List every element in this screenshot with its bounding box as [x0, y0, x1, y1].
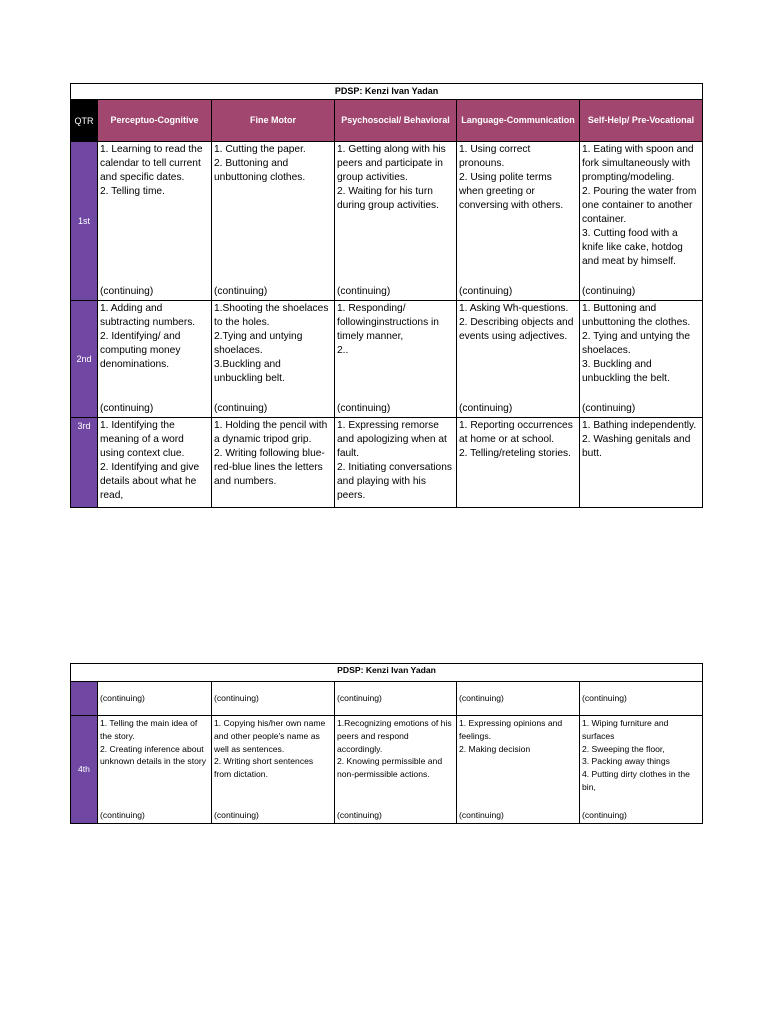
continuing-label: (continuing) — [337, 286, 391, 297]
header-fine-motor: Fine Motor — [212, 100, 335, 142]
table-cell — [98, 418, 212, 508]
cell-item: 2. Telling/reteling stories. — [459, 448, 571, 459]
cell-item: 1. Expressing remorse and apologizing when at fault. — [337, 420, 447, 459]
table-cell — [580, 142, 703, 301]
cell-item: 1. Holding the pencil with a dynamic tripod grip. — [214, 420, 328, 445]
continuing-label: (continuing) — [100, 403, 154, 414]
continuing-label: (continuing) — [459, 810, 504, 821]
cell-item: 2. Making decision — [459, 743, 531, 754]
table-cell — [212, 142, 335, 301]
header-perceptuo-cognitive: Perceptuo-Cognitive — [98, 100, 212, 142]
table-cell — [98, 142, 212, 301]
table-cell — [580, 418, 703, 508]
cell-item: 1. Asking Wh-questions. — [459, 303, 569, 314]
continuing-label: (continuing) — [459, 286, 513, 297]
cell-item: 2.Tying and untying shoelaces. — [214, 331, 303, 356]
continuing-label: (continuing) — [457, 682, 580, 716]
cell-item: 2. Writing short sentences from dictation. — [214, 756, 314, 780]
continuing-label: (continuing) — [100, 810, 145, 821]
table-cell — [335, 418, 457, 508]
qtr-cell: 1st — [71, 142, 98, 301]
table-cell — [212, 418, 335, 508]
cell-item: 1. Wiping furniture and surfaces — [582, 718, 669, 741]
cell-item: 1. Getting along with his peers and participate in group activities. — [337, 144, 446, 183]
continuing-label: (continuing) — [582, 286, 636, 297]
qtr-cell: 4th — [71, 716, 98, 824]
table-cell — [457, 301, 580, 418]
table-cell — [335, 301, 457, 418]
table-title: PDSP: Kenzi Ivan Yadan — [71, 664, 703, 682]
cell-item: 1. Using correct pronouns. — [459, 144, 531, 169]
cell-item: 1.Shooting the shoelaces to the holes. — [214, 303, 329, 328]
continuing-label: (continuing) — [100, 286, 154, 297]
continuing-label: (continuing) — [212, 682, 335, 716]
continuing-label: (continuing) — [214, 286, 268, 297]
table-cell — [98, 716, 212, 824]
qtr-cell: 2nd — [71, 301, 98, 418]
continuing-label: (continuing) — [582, 810, 627, 821]
cell-item: 3. Packing away things — [582, 756, 670, 767]
continuing-label: (continuing) — [582, 403, 636, 414]
header-psychosocial: Psychosocial/ Behavioral — [335, 100, 457, 142]
cell-item: 2. Describing objects and events using adjectives. — [459, 317, 574, 342]
header-self-help: Self-Help/ Pre-Vocational — [580, 100, 703, 142]
cell-item: 1. Reporting occurrences at home or at school. — [459, 420, 573, 445]
cell-item: 1. Telling the main idea of the story. — [100, 718, 198, 741]
continuing-label: (continuing) — [98, 682, 212, 716]
table-cell — [335, 716, 457, 824]
table-cell — [457, 716, 580, 824]
pdsp-table-page-1 — [70, 83, 703, 508]
cell-item: 2. Waiting for his turn during group activities. — [337, 186, 439, 211]
table-cell — [212, 716, 335, 824]
cell-item: 1. Learning to read the calendar to tell current and specific dates. — [100, 144, 203, 183]
continuing-label: (continuing) — [459, 403, 513, 414]
cell-item: 3.Buckling and unbuckling belt. — [214, 359, 285, 384]
cell-item: 2. Knowing permissible and non-permissible actions. — [337, 756, 443, 780]
table-title: PDSP: Kenzi Ivan Yadan — [71, 84, 703, 100]
cell-item: 1. Responding/ followinginstructions in timely manner, — [337, 303, 439, 342]
cell-item: 2. Identifying and give details about what he read, — [100, 462, 200, 501]
cell-item: 1. Expressing opinions and feelings. — [459, 718, 563, 741]
cell-item: 4. Putting dirty clothes in the bin, — [582, 769, 690, 792]
table-cell — [457, 142, 580, 301]
continuing-label: (continuing) — [214, 403, 268, 414]
cell-item: 2. Identifying/ and computing money denominations. — [100, 331, 181, 370]
cell-item: 2. Telling time. — [100, 186, 165, 197]
cell-item: 2. Buttoning and unbuttoning clothes. — [214, 158, 306, 183]
header-language: Language-Communication — [457, 100, 580, 142]
cell-item: 1. Bathing independently. — [582, 420, 697, 431]
pdsp-table-page-2 — [70, 663, 703, 824]
cell-item: 3. Buckling and unbuckling the belt. — [582, 359, 670, 384]
cell-item: 2.. — [337, 345, 349, 356]
cell-item: 1. Eating with spoon and fork simultaneously with prompting/modeling. — [582, 144, 694, 183]
continuing-label: (continuing) — [580, 682, 703, 716]
cell-item: 2. Washing genitals and butt. — [582, 434, 691, 459]
table-cell — [98, 301, 212, 418]
cell-item: 2. Initiating conversations and playing with his peers. — [337, 462, 452, 501]
table-row — [71, 142, 703, 301]
table-row — [71, 301, 703, 418]
cell-item: 2. Writing following blue-red-blue lines the letters and numbers. — [214, 448, 325, 487]
cell-item: 2. Tying and untying the shoelaces. — [582, 331, 690, 356]
table-cell — [580, 301, 703, 418]
qtr-cell: 3rd — [71, 418, 98, 508]
cell-item: 3. Cutting food with a knife like cake, hotdog and meat by himself. — [582, 228, 683, 267]
cell-item: 1. Cutting the paper. — [214, 144, 306, 155]
qtr-cell-empty — [71, 682, 98, 716]
continuing-label: (continuing) — [337, 810, 382, 821]
continuing-label: (continuing) — [335, 682, 457, 716]
continuing-label: (continuing) — [337, 403, 391, 414]
cell-item: 1. Identifying the meaning of a word using context clue. — [100, 420, 185, 459]
cell-item: 2. Creating inference about unknown details in the story — [100, 743, 207, 767]
table-row — [71, 418, 703, 508]
table-cell — [580, 716, 703, 824]
qtr-header: QTR — [71, 100, 98, 142]
cell-item: 1. Copying his/her own name and other people's name as well as sentences. — [214, 718, 326, 754]
cell-item: 2. Sweeping the floor, — [582, 743, 665, 754]
cell-item: 1.Recognizing emotions of his peers and respond accordingly. — [337, 718, 452, 754]
table-cell — [212, 301, 335, 418]
cell-item: 2. Using polite terms when greeting or conversing with others. — [459, 172, 564, 211]
table-cell — [457, 418, 580, 508]
table-row — [71, 716, 703, 824]
cell-item: 2. Pouring the water from one container to another container. — [582, 186, 697, 225]
cell-item: 1. Buttoning and unbuttoning the clothes. — [582, 303, 691, 328]
table-cell — [335, 142, 457, 301]
cell-item: 1. Adding and subtracting numbers. — [100, 303, 196, 328]
continuing-label: (continuing) — [214, 810, 259, 821]
